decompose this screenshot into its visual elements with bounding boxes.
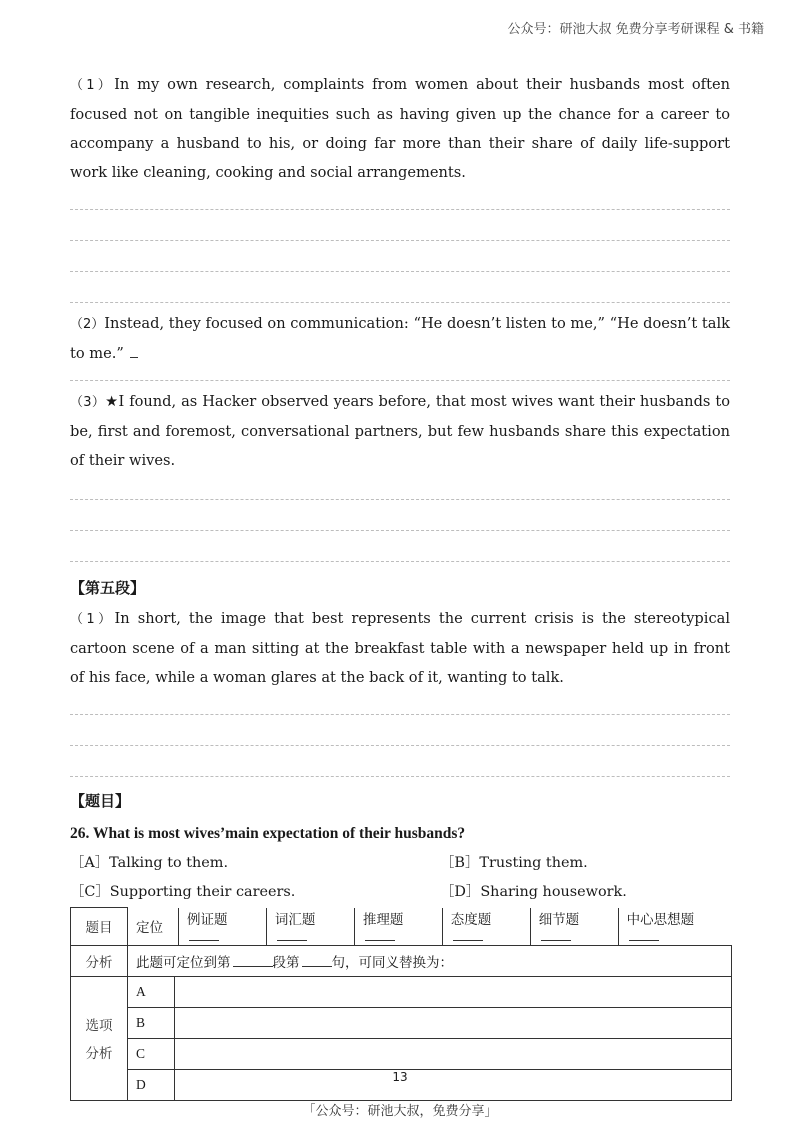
option-c[interactable]: ［C］Supporting their careers. (70, 884, 296, 900)
row-label: 题目 (71, 908, 128, 946)
option-a[interactable]: ［A］Talking to them. (70, 855, 229, 871)
paragraph-4 (70, 604, 730, 692)
page-number: 13 (392, 1070, 408, 1084)
answer-line[interactable] (70, 368, 730, 381)
option-analysis-row-c (71, 1038, 732, 1069)
header-watermark-note: 公众号：研池大叔 免费分享考研课程 & 书籍 (507, 22, 764, 37)
section-title-paragraph-5: 【第五段】 (70, 579, 146, 597)
paragraph-3 (70, 387, 730, 475)
question-text: 26. What is most wives’main expectation of their husbands? (70, 825, 466, 842)
answer-line[interactable] (70, 272, 730, 303)
type-locate: 定位 (128, 908, 179, 945)
type-detail[interactable]: 细节题 (530, 908, 618, 945)
paragraph-number: （1） (70, 78, 115, 93)
type-example[interactable]: 例证题 (179, 908, 267, 945)
answer-line[interactable] (70, 187, 730, 210)
option-b[interactable]: ［B］Trusting them. (440, 855, 588, 871)
paragraph-number: （2） (70, 317, 105, 332)
type-attitude[interactable]: 态度题 (442, 908, 530, 945)
answer-line[interactable] (70, 241, 730, 272)
paragraph-number: （1） (70, 612, 115, 627)
document-page (70, 70, 730, 1101)
answer-line[interactable] (70, 531, 730, 562)
paragraph-number: （3） (70, 395, 106, 410)
answer-line[interactable] (70, 500, 730, 531)
type-main-idea[interactable]: 中心思想题 (618, 908, 731, 945)
option-analysis-cell-b[interactable] (175, 1007, 732, 1038)
paragraph-text: Instead, they focused on communication: “He doesn’t listen to me,” “He doesn’t talk to me.” (70, 315, 730, 362)
option-letter-d: D (128, 1069, 175, 1100)
option-analysis-row-a (71, 976, 732, 1007)
paragraph-text: In my own research, complaints from women about their husbands most often focused not on tangible inequities such as having given up the chance for a career to accompany a husband to his, or doing far more than their share of daily life-support work like cleaning, cooking and social arrangements. (70, 76, 730, 181)
type-inference[interactable]: 推理题 (354, 908, 442, 945)
answer-line[interactable] (70, 715, 730, 746)
options-analysis-label: 选项 分析 (71, 976, 128, 1100)
answer-line[interactable] (70, 475, 730, 500)
paragraph-1 (70, 70, 730, 187)
option-letter-c: C (128, 1038, 175, 1069)
option-letter-a: A (128, 976, 175, 1007)
footer-watermark-note: 「公众号：研池大叔，免费分享」 (302, 1104, 498, 1119)
paragraph-text: ★I found, as Hacker observed years before, that most wives want their husbands to be, first and foremost, conversational partners, but few husbands share this expectation of their wives. (70, 393, 730, 469)
row-label: 分析 (71, 945, 128, 976)
location-row (71, 945, 732, 976)
option-analysis-row-b (71, 1007, 732, 1038)
type-vocabulary[interactable]: 词汇题 (266, 908, 354, 945)
question-type-grid (128, 908, 732, 945)
answer-options (70, 849, 730, 907)
answer-line[interactable] (70, 210, 730, 241)
paragraph-text: In short, the image that best represents the current crisis is the stereotypical cartoon scene of a man sitting at the breakfast table with a newspaper held up in front of his face, while a woman glares at the back of it, wanting to talk. (70, 610, 730, 686)
option-d[interactable]: ［D］Sharing housework. (440, 884, 627, 900)
location-cell[interactable]: 此题可定位到第 段第 句，可同义替换为： (128, 945, 732, 976)
answer-line[interactable] (70, 746, 730, 777)
answer-line[interactable] (70, 692, 730, 715)
option-analysis-cell-a[interactable] (175, 976, 732, 1007)
question-type-row (71, 908, 732, 946)
section-title-questions: 【题目】 (70, 792, 131, 810)
option-letter-b: B (128, 1007, 175, 1038)
inline-blank (130, 343, 138, 358)
option-analysis-cell-c[interactable] (175, 1038, 732, 1069)
paragraph-2 (70, 309, 730, 368)
